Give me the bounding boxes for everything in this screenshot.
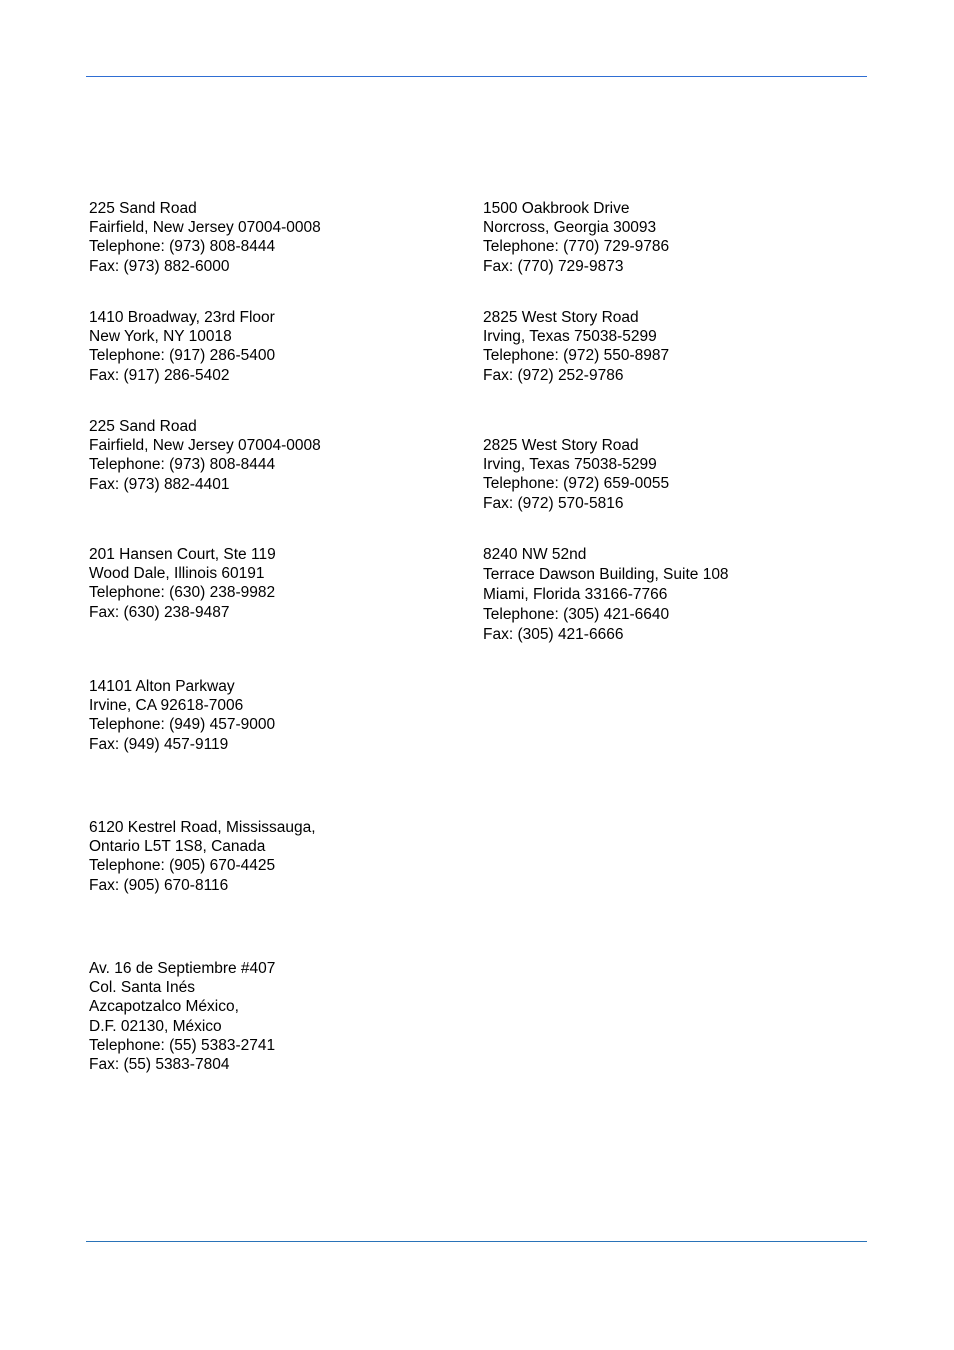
address-line: D.F. 02130, México	[89, 1017, 222, 1035]
address-line: Av. 16 de Septiembre #407	[89, 960, 276, 977]
fax-line: Fax: (973) 882-6000	[89, 257, 230, 275]
telephone-line: Telephone: (905) 670-4425	[89, 857, 276, 875]
address-line: Norcross, Georgia 30093	[483, 219, 657, 237]
fax-line: Fax: (972) 252-9786	[483, 366, 624, 384]
telephone-line: Telephone: (305) 421-6640	[483, 606, 670, 623]
address-line: Ontario L5T 1S8, Canada	[89, 838, 266, 856]
address-line: Azcapotzalco México,	[89, 998, 239, 1016]
address-line: Irving, Texas 75038-5299	[483, 328, 657, 346]
address-line: New York, NY 10018	[89, 328, 232, 346]
telephone-line: Telephone: (972) 550-8987	[483, 347, 670, 365]
address-line: 201 Hansen Court, Ste 119	[89, 546, 276, 563]
fax-line: Fax: (917) 286-5402	[89, 366, 230, 384]
address-line: 8240 NW 52nd	[483, 546, 587, 563]
footer-rule	[86, 1241, 867, 1242]
address-block	[483, 308, 669, 385]
telephone-line: Telephone: (917) 286-5400	[89, 347, 276, 365]
telephone-line: Telephone: (972) 659-0055	[483, 475, 670, 493]
address-line: Wood Dale, Illinois 60191	[89, 565, 265, 583]
address-line: 6120 Kestrel Road, Mississauga,	[89, 819, 316, 836]
address-block	[483, 436, 669, 513]
address-line: Irvine, CA 92618-7006	[89, 697, 244, 715]
address-line: 225 Sand Road	[89, 200, 197, 217]
fax-line: Fax: (972) 570-5816	[483, 494, 624, 512]
fax-line: Fax: (630) 238-9487	[89, 603, 230, 621]
address-block	[89, 545, 276, 622]
telephone-line: Telephone: (55) 5383-2741	[89, 1036, 276, 1054]
address-line: 2825 West Story Road	[483, 309, 639, 326]
address-line: 2825 West Story Road	[483, 437, 639, 454]
fax-line: Fax: (55) 5383-7804	[89, 1056, 230, 1074]
address-block	[483, 545, 729, 645]
telephone-line: Telephone: (973) 808-8444	[89, 238, 276, 256]
address-line: Miami, Florida 33166-7766	[483, 586, 668, 603]
address-block	[483, 199, 669, 276]
address-line: Terrace Dawson Building, Suite 108	[483, 566, 729, 583]
address-line: Irving, Texas 75038-5299	[483, 456, 657, 474]
header-rule	[86, 76, 867, 77]
telephone-line: Telephone: (973) 808-8444	[89, 456, 276, 474]
address-line: Col. Santa Inés	[89, 979, 195, 997]
telephone-line: Telephone: (630) 238-9982	[89, 584, 276, 602]
address-line: 1500 Oakbrook Drive	[483, 200, 630, 217]
address-line: Fairfield, New Jersey 07004-0008	[89, 437, 321, 455]
address-line: 1410 Broadway, 23rd Floor	[89, 309, 275, 326]
address-line: 14101 Alton Parkway	[89, 678, 235, 695]
telephone-line: Telephone: (770) 729-9786	[483, 238, 670, 256]
address-line: Fairfield, New Jersey 07004-0008	[89, 219, 321, 237]
fax-line: Fax: (949) 457-9119	[89, 735, 229, 753]
address-line: 225 Sand Road	[89, 418, 197, 435]
address-block	[89, 818, 316, 895]
telephone-line: Telephone: (949) 457-9000	[89, 716, 276, 734]
address-block	[89, 417, 321, 494]
address-block	[89, 959, 275, 1074]
fax-line: Fax: (905) 670-8116	[89, 876, 229, 894]
address-block	[89, 308, 275, 385]
fax-line: Fax: (973) 882-4401	[89, 475, 230, 493]
address-block	[89, 677, 275, 754]
fax-line: Fax: (770) 729-9873	[483, 257, 624, 275]
address-block	[89, 199, 321, 276]
fax-line: Fax: (305) 421-6666	[483, 626, 624, 643]
